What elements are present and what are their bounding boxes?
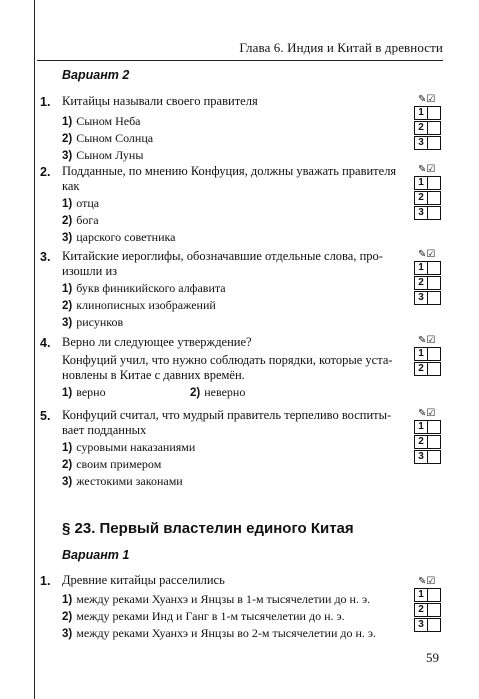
section-question-1-option-2: 2) между реками Инд и Ганг в 1-м тысячелетии до н. э.	[62, 609, 345, 623]
question-5-option-1: 1) суровыми наказаниями	[62, 440, 196, 454]
question-4-option-1: 1) верно	[62, 385, 106, 399]
question-3-option-3: 3) рисунков	[62, 315, 124, 329]
pencil-check-icon: ✎☑	[418, 335, 436, 346]
variant-2-label: Вариант 2	[62, 68, 130, 82]
section-question-1-option-3: 3) между реками Хуанхэ и Янцзы во 2-м тысячелетии до н. э.	[62, 626, 377, 640]
pencil-check-icon: ✎☑	[418, 94, 436, 105]
pencil-check-icon: ✎☑	[418, 164, 436, 175]
question-3-option-2: 2) клинописных изображений	[62, 298, 216, 312]
pencil-check-icon: ✎☑	[418, 576, 436, 587]
question-4-text: Верно ли следующее утверждение?	[62, 335, 252, 349]
question-1-number: 1.	[40, 95, 51, 109]
question-4-answer-box: ✎☑ 1 2	[414, 335, 448, 377]
answer-checkbox-2[interactable]	[428, 603, 441, 617]
answer-checkbox-3[interactable]	[428, 291, 441, 305]
variant-1-label: Вариант 1	[62, 548, 130, 562]
question-2-option-2: 2) бога	[62, 213, 99, 227]
answer-checkbox-1[interactable]	[428, 420, 441, 434]
answer-checkbox-1[interactable]	[428, 347, 441, 361]
question-1-answer-box: ✎☑ 1 2 3	[414, 94, 448, 151]
answer-checkbox-1[interactable]	[428, 261, 441, 275]
answer-checkbox-2[interactable]	[428, 191, 441, 205]
answer-checkbox-1[interactable]	[428, 176, 441, 190]
answer-checkbox-2[interactable]	[428, 435, 441, 449]
question-3-option-1: 1) букв финикийского алфавита	[62, 281, 226, 295]
section-title: § 23. Первый властелин единого Китая	[62, 520, 354, 537]
section-question-1-number: 1.	[40, 574, 51, 588]
question-5-text: Конфуций считал, что мудрый правитель терпеливо воспиты-вает подданных	[62, 408, 392, 437]
question-1-option-3: 3) Сыном Луны	[62, 148, 144, 162]
answer-checkbox-1[interactable]	[428, 588, 441, 602]
answer-checkbox-3[interactable]	[428, 618, 441, 632]
question-4-option-2: 2) неверно	[190, 385, 246, 399]
question-5-option-3: 3) жестокими законами	[62, 474, 183, 488]
question-4-statement: Конфуций учил, что нужно соблюдать порядки, которые уста-новлены в Китае с давних времён.	[62, 353, 393, 382]
left-margin-rule	[34, 0, 35, 699]
answer-checkbox-2[interactable]	[428, 121, 441, 135]
question-2-text: Подданные, по мнению Конфуция, должны уважать правителя как	[62, 164, 397, 193]
question-5-answer-box: ✎☑ 1 2 3	[414, 408, 448, 465]
section-question-1-answer-box: ✎☑ 1 2 3	[414, 576, 448, 633]
header-divider	[37, 60, 443, 61]
answer-checkbox-3[interactable]	[428, 136, 441, 150]
question-1-text: Китайцы называли своего правителя	[62, 94, 258, 108]
question-2-option-3: 3) царского советника	[62, 230, 176, 244]
question-3-text: Китайские иероглифы, обозначавшие отдельные слова, про-изошли из	[62, 249, 383, 278]
pencil-check-icon: ✎☑	[418, 408, 436, 419]
section-question-1-option-1: 1) между реками Хуанхэ и Янцзы в 1-м тысячелетии до н. э.	[62, 592, 371, 606]
pencil-check-icon: ✎☑	[418, 249, 436, 260]
question-2-answer-box: ✎☑ 1 2 3	[414, 164, 448, 221]
question-5-number: 5.	[40, 409, 51, 423]
answer-checkbox-1[interactable]	[428, 106, 441, 120]
question-4-number: 4.	[40, 336, 51, 350]
question-3-answer-box: ✎☑ 1 2 3	[414, 249, 448, 306]
section-question-1-text: Древние китайцы расселились	[62, 573, 225, 587]
answer-checkbox-3[interactable]	[428, 206, 441, 220]
question-2-option-1: 1) отца	[62, 196, 100, 210]
page-number: 59	[426, 650, 439, 665]
question-1-option-1: 1) Сыном Неба	[62, 114, 141, 128]
question-2-number: 2.	[40, 165, 51, 179]
answer-checkbox-2[interactable]	[428, 276, 441, 290]
question-1-option-2: 2) Сыном Солнца	[62, 131, 154, 145]
page-header-title: Глава 6. Индия и Китай в древности	[239, 40, 443, 55]
answer-checkbox-3[interactable]	[428, 450, 441, 464]
answer-checkbox-2[interactable]	[428, 362, 441, 376]
question-3-number: 3.	[40, 250, 51, 264]
question-5-option-2: 2) своим примером	[62, 457, 162, 471]
